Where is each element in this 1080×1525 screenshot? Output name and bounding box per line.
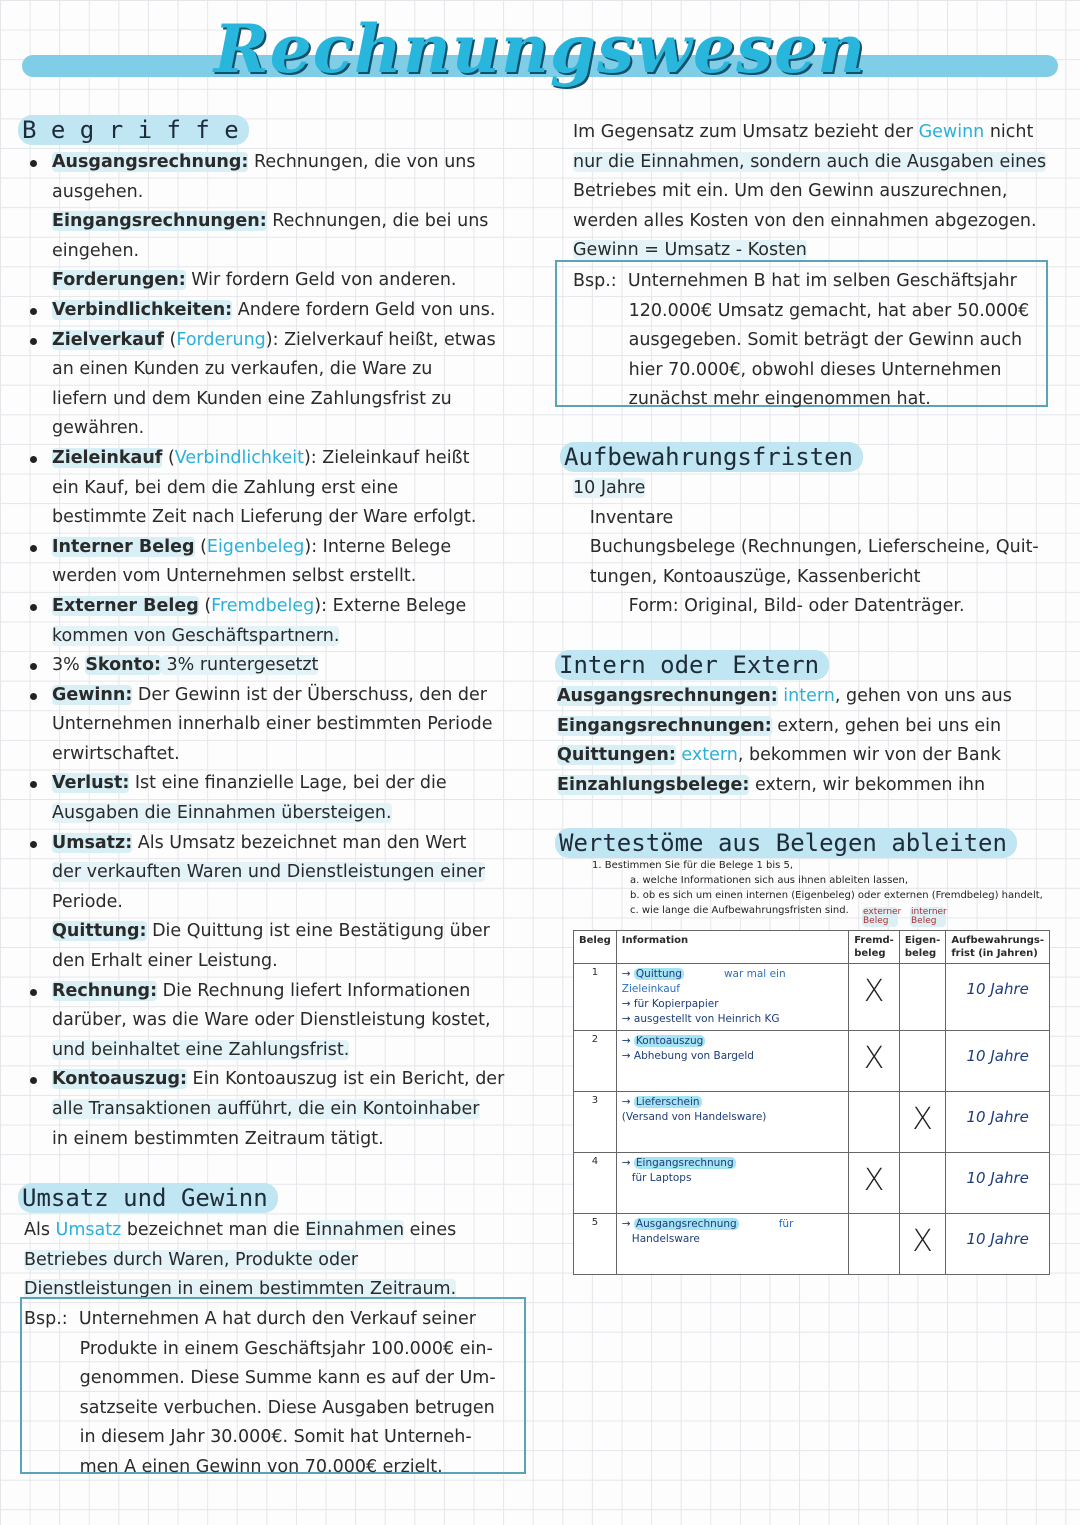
text-segment: ): Externe Belege	[314, 595, 467, 616]
info-side-note: für	[778, 1218, 794, 1230]
text-segment: den Erhalt einer Leistung.	[52, 951, 278, 972]
heading-begriffe: B e g r i f f e	[18, 115, 249, 145]
text-line	[52, 1065, 504, 1095]
text-segment: Verbindlichkeit	[174, 447, 304, 468]
text-segment: Rechnung:	[52, 980, 158, 1001]
intern-extern-list	[557, 682, 1012, 800]
text-segment: Buchungsbelege (Rechnungen, Lieferscheine, Quit-	[573, 537, 1039, 558]
text-line	[573, 267, 1029, 297]
text-segment: 10 Jahre	[573, 478, 646, 498]
text-segment: Die Quittung ist eine Bestätigung über	[146, 921, 490, 942]
text-segment: kommen von Geschäftspartnern.	[52, 625, 340, 646]
text-line	[573, 356, 1029, 386]
text-line	[52, 266, 504, 296]
text-segment: werden alles Kosten von den einnahmen abgezogen.	[573, 210, 1037, 231]
text-segment: Dienstleistungen in einem bestimmten Zeitraum.	[24, 1279, 457, 1300]
text-segment: , gehen von uns aus	[834, 686, 1012, 706]
text-line	[52, 858, 504, 888]
arrow-icon: →	[621, 968, 634, 980]
text-line	[573, 326, 1029, 356]
cross-mark-icon: X	[863, 1163, 885, 1198]
task-line-a: a. welche Informationen sich aus ihnen ableiten lassen,	[630, 875, 909, 886]
bullet-icon	[30, 456, 37, 463]
frist-cell: 10 Jahre	[946, 1214, 1050, 1275]
fristen-list	[573, 474, 1039, 622]
text-segment: Ein Kontoauszug ist ein Bericht, der	[186, 1069, 505, 1090]
belege-table	[573, 930, 1050, 1275]
text-segment: bestimmte Zeit nach Lieferung der Ware erfolgt.	[52, 507, 477, 528]
text-line	[24, 1364, 496, 1394]
text-segment: Kontoauszug:	[52, 1069, 187, 1090]
text-segment: Betriebes durch Waren, Produkte oder	[24, 1249, 359, 1270]
text-segment: gewähren.	[52, 418, 145, 439]
task-line: 1. Bestimmen Sie für die Belege 1 bis 5,	[592, 860, 794, 871]
text-segment: Zielverkauf	[52, 329, 164, 350]
text-line	[52, 1006, 504, 1036]
text-segment: Form: Original, Bild- oder Datenträger.	[573, 596, 965, 617]
text-segment: (	[163, 329, 177, 350]
text-segment: ): Interne Belege	[304, 536, 452, 557]
text-line	[24, 1216, 456, 1246]
text-line	[52, 385, 504, 415]
text-segment: 3% runtergesetzt	[160, 655, 319, 676]
text-segment: hier 70.000€, obwohl dieses Unternehmen	[573, 359, 1002, 380]
text-segment: Interner Beleg	[52, 536, 195, 557]
text-line	[24, 1335, 496, 1365]
text-segment: Verlust:	[52, 773, 130, 794]
beleg-number-cell: 4	[574, 1153, 617, 1214]
table-row	[574, 964, 1050, 1031]
text-line	[52, 829, 504, 859]
text-line	[573, 385, 1029, 415]
text-segment: 120.000€ Umsatz gemacht, hat aber 50.000€	[573, 300, 1030, 321]
beleg-number-cell: 3	[574, 1092, 617, 1153]
fremdbeleg-cell	[849, 1092, 900, 1153]
text-line	[52, 503, 504, 533]
text-line	[557, 771, 1012, 801]
frist-cell: 10 Jahre	[946, 964, 1050, 1031]
text-line	[573, 504, 1039, 534]
information-cell	[616, 1153, 848, 1214]
text-segment: satzseite verbuchen. Diese Ausgaben betrugen	[24, 1397, 495, 1418]
text-segment: Rechnungen, die von uns	[248, 152, 476, 172]
text-segment: der verkauften Waren und Dienstleistungen einer	[52, 862, 485, 883]
cross-mark-icon: X	[912, 1224, 933, 1259]
text-line	[52, 1095, 504, 1125]
task-line-b: b. ob es sich um einen internen (Eigenbeleg) oder externen (Fremdbeleg) handelt,	[630, 890, 1043, 901]
text-segment: (	[194, 536, 207, 557]
text-line	[24, 1423, 496, 1453]
eigenbeleg-cell	[899, 1092, 945, 1153]
frist-cell: 10 Jahre	[946, 1092, 1050, 1153]
text-line	[52, 148, 504, 178]
text-line	[557, 712, 1012, 742]
text-line	[24, 1394, 496, 1424]
eigenbeleg-cell	[899, 1153, 945, 1214]
text-segment: Gewinn:	[52, 684, 133, 705]
text-segment: nicht	[984, 122, 1034, 142]
text-segment: werden vom Unternehmen selbst erstellt.	[52, 566, 417, 587]
text-segment: eingehen.	[52, 240, 140, 261]
frist-cell: 10 Jahre	[946, 1031, 1050, 1092]
info-key: Ausgangsrechnung	[635, 1218, 737, 1230]
text-line	[573, 297, 1029, 327]
beleg-number-cell: 2	[574, 1031, 617, 1092]
info-line: → ausgestellt von Heinrich KG	[621, 1013, 780, 1025]
umsatz-text	[24, 1216, 456, 1305]
text-line	[52, 799, 504, 829]
text-line	[573, 118, 1046, 148]
text-segment: Umsatz:	[52, 832, 133, 853]
text-segment: erwirtschaftet.	[52, 743, 180, 764]
info-line: für Laptops	[621, 1172, 692, 1184]
text-segment: Als Umsatz bezeichnet man den Wert	[132, 832, 467, 853]
bullet-icon	[30, 160, 37, 167]
arrow-icon: →	[621, 1035, 634, 1047]
text-line	[52, 296, 504, 326]
text-line	[573, 148, 1046, 178]
bullet-icon	[30, 338, 37, 345]
text-segment: Der Gewinn ist der Überschuss, den der	[132, 684, 487, 705]
text-line	[52, 710, 504, 740]
text-line	[573, 533, 1039, 563]
text-line	[52, 237, 504, 267]
text-line	[52, 769, 504, 799]
task-text	[592, 858, 1043, 918]
text-segment: an einen Kunden zu verkaufen, die Ware zu	[52, 359, 433, 380]
info-key-line	[622, 1217, 843, 1232]
text-segment: tungen, Kontoauszüge, Kassenbericht	[573, 566, 921, 587]
text-line	[52, 207, 504, 237]
text-line	[52, 681, 504, 711]
text-line	[24, 1246, 456, 1276]
cross-mark-icon: X	[863, 974, 885, 1009]
table-row	[574, 1092, 1050, 1153]
text-segment: Rechnungen, die bei uns	[266, 211, 489, 232]
text-segment: Quittungen:	[557, 745, 676, 766]
text-segment: Eingangsrechnungen:	[52, 211, 267, 232]
bullet-icon	[30, 693, 37, 700]
information-cell	[616, 1214, 848, 1275]
info-line: → Abhebung von Bargeld	[621, 1050, 754, 1062]
text-line	[52, 888, 504, 918]
text-segment: 3%	[52, 655, 86, 676]
text-segment: in einem bestimmten Zeitraum tätigt.	[52, 1128, 384, 1149]
info-key: Kontoauszug	[635, 1035, 704, 1047]
info-key: Lieferschein	[635, 1096, 700, 1108]
frist-cell: 10 Jahre	[946, 1153, 1050, 1214]
text-line	[52, 651, 504, 681]
text-line	[573, 474, 1039, 504]
text-segment: Bsp.: Unternehmen B hat im selben Geschäftsjahr	[573, 271, 1017, 291]
info-key-line	[622, 967, 843, 997]
text-segment: intern	[783, 686, 835, 706]
heading-aufbewahrungsfristen: Aufbewahrungsfristen	[560, 442, 863, 472]
bullet-icon	[30, 781, 37, 788]
text-segment: Ausgangsrechnung:	[52, 152, 249, 172]
text-segment: alle Transaktionen aufführt, die ein Kontoinhaber	[52, 1099, 480, 1119]
fremdbeleg-cell	[849, 964, 900, 1031]
table-row	[574, 1214, 1050, 1275]
text-line	[52, 917, 504, 947]
text-line	[52, 355, 504, 385]
table-header-cell: Eigen-beleg	[899, 931, 945, 964]
umsatz-example	[24, 1305, 496, 1483]
table-row	[574, 1153, 1050, 1214]
text-segment: Eingangsrechnungen:	[557, 715, 772, 736]
text-segment: Ausgaben die Einnahmen übersteigen.	[52, 803, 392, 824]
text-segment: ein Kauf, bei dem die Zahlung erst eine	[52, 477, 399, 498]
text-segment: Skonto:	[85, 655, 161, 676]
table-header-row	[574, 931, 1050, 964]
text-line	[52, 622, 504, 652]
note-externer-beleg: externer Beleg	[863, 907, 902, 926]
cross-mark-icon: X	[863, 1041, 885, 1076]
text-line	[557, 741, 1012, 771]
text-segment: men A einen Gewinn von 70.000€ erzielt.	[24, 1456, 443, 1477]
text-segment: darüber, was die Ware oder Dienstleistung kostet,	[52, 1010, 491, 1031]
gewinn-text	[573, 118, 1046, 266]
text-segment: extern, wir bekommen ihn	[749, 774, 986, 795]
gewinn-example	[573, 267, 1029, 415]
text-segment: ausgehen.	[52, 181, 144, 202]
text-segment: Andere fordern Geld von uns.	[232, 299, 496, 320]
info-key-line	[622, 1034, 843, 1049]
information-cell	[616, 1092, 848, 1153]
text-segment: Eigenbeleg	[206, 536, 305, 557]
text-segment: extern, gehen bei uns ein	[771, 715, 1002, 736]
bullet-icon	[30, 545, 37, 552]
text-segment: Unternehmen innerhalb einer bestimmten Periode	[52, 714, 493, 735]
text-segment: Einnahmen	[305, 1220, 405, 1240]
text-segment: ausgegeben. Somit beträgt der Gewinn auch	[573, 330, 1023, 351]
text-line	[52, 178, 504, 208]
text-segment: extern	[681, 745, 738, 766]
text-segment: Quittung:	[52, 921, 147, 942]
eigenbeleg-cell	[899, 964, 945, 1031]
text-line	[573, 207, 1046, 237]
text-line	[52, 1036, 504, 1066]
note-interner-beleg: interner Beleg	[911, 907, 947, 926]
table-header-cell: Information	[616, 931, 848, 964]
information-cell	[616, 964, 848, 1031]
fremdbeleg-cell	[849, 1153, 900, 1214]
text-segment: Produkte in einem Geschäftsjahr 100.000€ ein-	[24, 1338, 493, 1359]
text-segment: Zieleinkauf	[52, 447, 163, 468]
text-segment: ): Zielverkauf heißt, etwas	[265, 329, 496, 350]
text-segment: Die Rechnung liefert Informationen	[157, 980, 471, 1001]
text-segment: Gewinn	[918, 122, 985, 142]
text-segment: eines	[404, 1220, 457, 1240]
text-segment: Umsatz	[55, 1220, 122, 1240]
text-segment: Fremdbeleg	[211, 595, 315, 616]
text-segment: zunächst mehr eingenommen hat.	[573, 389, 931, 410]
text-segment: Ausgangsrechnungen:	[557, 686, 778, 706]
text-segment: Verbindlichkeiten:	[52, 299, 233, 320]
text-segment: Inventare	[573, 507, 674, 528]
info-line: → für Kopierpapier	[621, 998, 719, 1010]
begriffe-list	[52, 148, 504, 1154]
bullet-icon	[30, 604, 37, 611]
text-segment: Betriebes mit ein. Um den Gewinn auszurechnen,	[573, 181, 1008, 202]
bullet-icon	[30, 308, 37, 315]
beleg-number-cell: 5	[574, 1214, 617, 1275]
text-line	[52, 1125, 504, 1155]
text-line	[52, 444, 504, 474]
text-line	[573, 177, 1046, 207]
arrow-icon: →	[621, 1157, 634, 1169]
info-key-line	[622, 1095, 843, 1110]
text-line	[573, 563, 1039, 593]
text-line	[24, 1453, 496, 1483]
heading-wertestroeme: Wertestöme aus Belegen ableiten	[555, 828, 1017, 858]
fremdbeleg-cell	[849, 1031, 900, 1092]
eigenbeleg-cell	[899, 1031, 945, 1092]
text-segment: Forderungen:	[52, 270, 186, 291]
text-segment: Gewinn = Umsatz - Kosten	[573, 240, 807, 261]
text-segment: (	[162, 447, 175, 468]
text-line	[52, 414, 504, 444]
text-line	[52, 533, 504, 563]
table-row	[574, 1031, 1050, 1092]
beleg-number-cell: 1	[574, 964, 617, 1031]
text-segment: und beinhaltet eine Zahlungsfrist.	[52, 1039, 350, 1060]
page-title: Rechnungswesen	[213, 10, 867, 88]
text-segment: ): Zieleinkauf heißt	[303, 447, 470, 468]
eigenbeleg-cell	[899, 1214, 945, 1275]
text-segment: Bsp.: Unternehmen A hat durch den Verkauf seiner	[24, 1309, 476, 1329]
bullet-icon	[30, 663, 37, 670]
table-header-cell: Beleg	[574, 931, 617, 964]
text-segment: genommen. Diese Summe kann es auf der Um-	[24, 1368, 496, 1389]
text-line	[52, 977, 504, 1007]
text-segment: Im Gegensatz zum Umsatz bezieht der	[573, 122, 919, 142]
task-line-c: c. wie lange die Aufbewahrungsfristen sind.	[630, 905, 849, 916]
text-segment: Forderung	[176, 329, 266, 350]
text-segment: Periode.	[52, 891, 123, 912]
arrow-icon: →	[621, 1096, 634, 1108]
text-segment: (	[198, 595, 212, 616]
text-segment: Als	[24, 1220, 56, 1240]
info-key: Eingangsrechnung	[635, 1157, 734, 1169]
text-line	[52, 474, 504, 504]
text-line	[52, 592, 504, 622]
table-header-cell: Aufbewahrungs-frist (in Jahren)	[946, 931, 1050, 964]
information-cell	[616, 1031, 848, 1092]
text-segment: , bekommen wir von der Bank	[737, 745, 1001, 766]
text-segment: Externer Beleg	[52, 595, 199, 616]
text-segment: Einzahlungsbelege:	[557, 774, 750, 795]
text-segment: liefern und dem Kunden eine Zahlungsfrist zu	[52, 388, 452, 409]
cross-mark-icon: X	[912, 1102, 933, 1137]
info-side-note: war mal ein Zieleinkauf	[621, 968, 786, 995]
text-line	[52, 326, 504, 356]
text-line	[52, 947, 504, 977]
table-header-cell: Fremd-beleg	[849, 931, 900, 964]
arrow-icon: →	[621, 1218, 634, 1230]
info-key-line	[622, 1156, 843, 1171]
text-line	[573, 592, 1039, 622]
info-line: (Versand von Handelsware)	[621, 1111, 767, 1123]
text-segment: Wir fordern Geld von anderen.	[185, 270, 457, 291]
bullet-icon	[30, 989, 37, 996]
text-segment: in diesem Jahr 30.000€. Somit hat Unterneh-	[24, 1427, 472, 1448]
bullet-icon	[30, 841, 37, 848]
text-line	[52, 562, 504, 592]
text-line	[557, 682, 1012, 712]
text-segment: nur die Einnahmen, sondern auch die Ausgaben eines	[573, 151, 1047, 172]
bullet-icon	[30, 1077, 37, 1084]
info-key: Quittung	[635, 968, 682, 980]
text-line	[24, 1305, 496, 1335]
fremdbeleg-cell	[849, 1214, 900, 1275]
info-line: Handelsware	[621, 1233, 700, 1245]
heading-umsatz-gewinn: Umsatz und Gewinn	[18, 1183, 278, 1213]
text-segment: Ist eine finanzielle Lage, bei der die	[129, 773, 447, 794]
heading-intern-extern: Intern oder Extern	[555, 650, 829, 680]
text-segment: bezeichnet man die	[121, 1220, 306, 1240]
text-line	[52, 740, 504, 770]
